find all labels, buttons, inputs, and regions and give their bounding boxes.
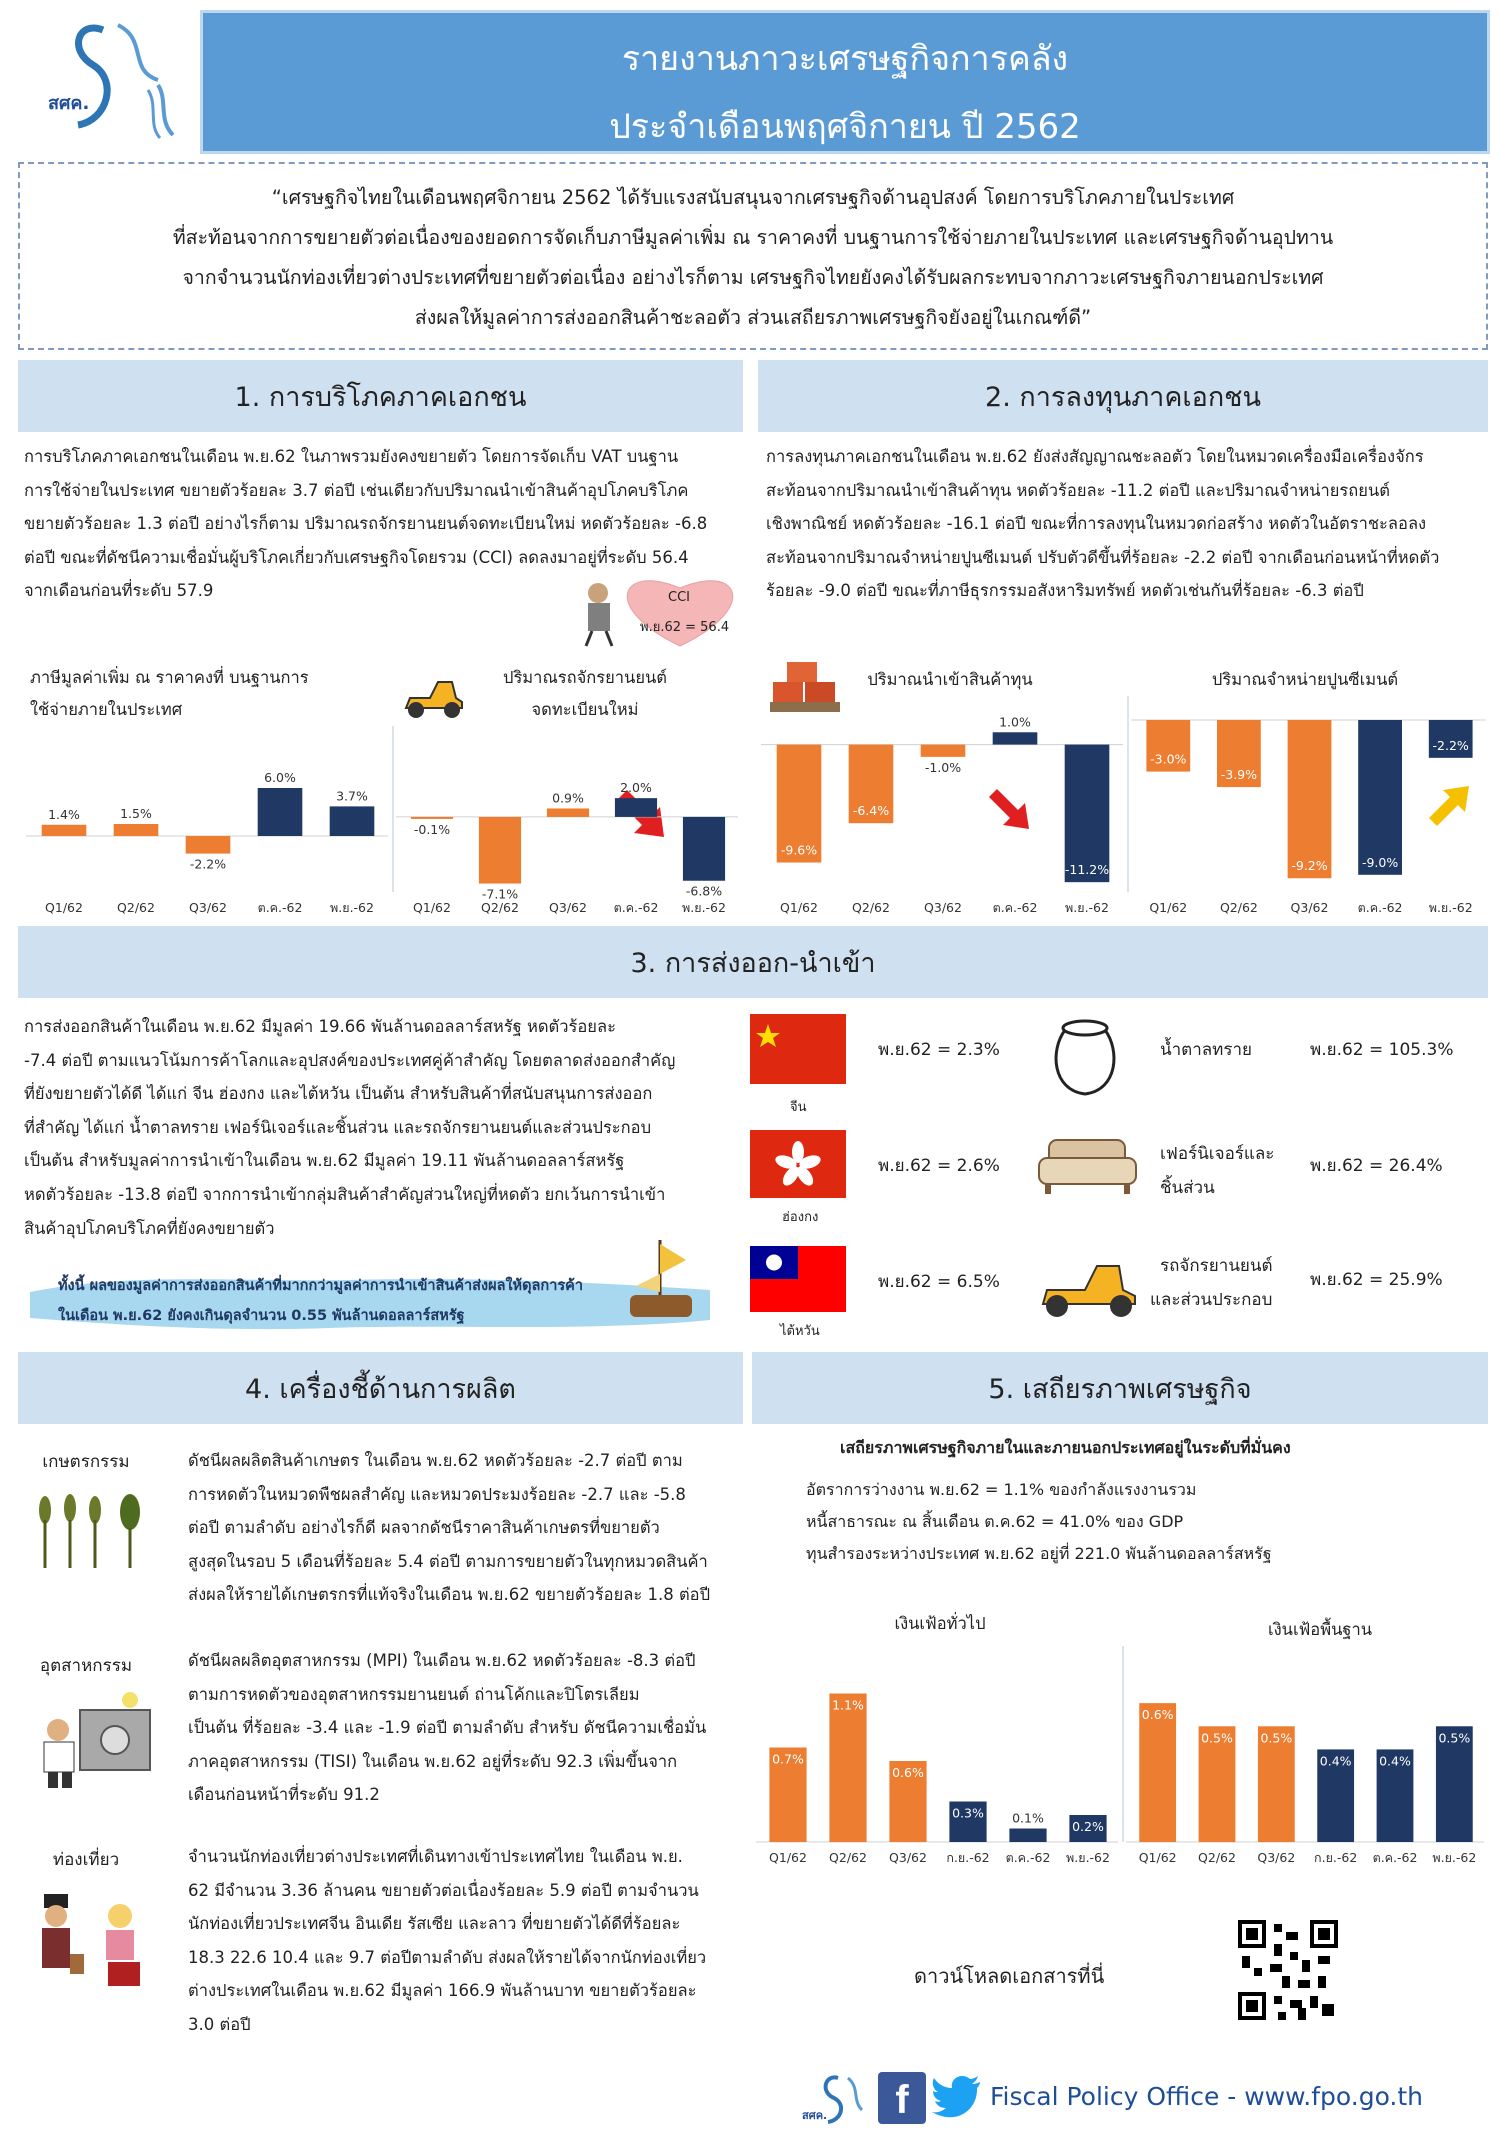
text-line: การบริโภคภาคเอกชนในเดือน พ.ย.62 ในภาพรวมยังคงขยายตัว โดยการจัดเก็บ VAT บนฐาน xyxy=(24,447,679,466)
product-name: ชิ้นส่วน xyxy=(1160,1178,1215,1198)
text-line: หดตัวร้อยละ -13.8 ต่อปี จากการนำเข้ากลุ่มสินค้าสำคัญส่วนใหญ่ที่หดตัว ยกเว้นการนำเข้า xyxy=(24,1184,666,1204)
product-value: พ.ย.62 = 105.3% xyxy=(1310,1040,1454,1060)
data-label: 0.9% xyxy=(552,790,584,806)
agriculture-label: เกษตรกรรม xyxy=(42,1452,130,1472)
data-label: -6.4% xyxy=(852,803,890,819)
footer-site[interactable]: Fiscal Policy Office - www.fpo.go.th xyxy=(990,2082,1424,2111)
data-label: 0.7% xyxy=(772,1751,804,1767)
data-label: -3.0% xyxy=(1150,751,1187,767)
data-label: 0.5% xyxy=(1260,1730,1293,1746)
text-line: ตามการหดตัวของอุตสาหกรรมยานยนต์ ถ่านโค้กและปิโตรเลียม xyxy=(188,1684,640,1704)
reserves-line: ทุนสำรองระหว่างประเทศ พ.ย.62 อยู่ที่ 221.0 พันล้านดอลลาร์สหรัฐ xyxy=(806,1544,1272,1563)
data-label: 1.5% xyxy=(120,806,152,821)
bar xyxy=(42,825,87,836)
text-line: การใช้จ่ายในประเทศ ขยายตัวร้อยละ 3.7 ต่อปี เช่นเดียวกับปริมาณนำเข้าสินค้าอุปโภคบริโภค xyxy=(24,480,689,500)
bar xyxy=(1288,720,1332,878)
summary-quote xyxy=(18,162,1488,350)
twitter-icon[interactable] xyxy=(930,2070,984,2124)
text-line: 3.0 ต่อปี xyxy=(188,2014,251,2034)
section-3-text xyxy=(24,1010,714,1245)
data-label: 0.5% xyxy=(1201,1730,1233,1746)
headline-inflation-chart xyxy=(752,1640,1122,1870)
logo-text: สศค. xyxy=(48,93,90,114)
data-label: -7.1% xyxy=(481,886,519,902)
tick-label: Q1/62 xyxy=(1138,1850,1177,1865)
tick-label: Q2/62 xyxy=(1219,900,1258,915)
tick-label: Q3/62 xyxy=(549,900,587,915)
bar xyxy=(1358,720,1402,875)
chart-2-title xyxy=(470,662,700,726)
text-line: การลงทุนภาคเอกชนในเดือน พ.ย.62 ยังส่งสัญญาณชะลอตัว โดยในหมวดเครื่องมือเครื่องจักร xyxy=(766,447,1424,466)
data-label: -9.2% xyxy=(1291,858,1328,874)
text-line: ส่งผลให้รายได้เกษตรกรที่แท้จริงในเดือน พ.ย.62 ขยายตัวร้อยละ 1.8 ต่อปี xyxy=(188,1585,711,1605)
tick-label: Q3/62 xyxy=(924,900,962,915)
quote-line: จากจำนวนนักท่องเที่ยวต่างประเทศที่ขยายตัวต่อเนื่อง อย่างไรก็ตาม เศรษฐกิจไทยยังคงได้รับผลกระทบจากภาวะเศรษฐกิจภายนอกประเทศ xyxy=(182,266,1324,289)
data-label: 0.4% xyxy=(1319,1753,1352,1769)
page-subtitle: ประจำเดือนพฤศจิกายน ปี 2562 xyxy=(609,107,1081,147)
data-label: -2.2% xyxy=(189,856,227,872)
logo xyxy=(8,10,188,150)
wheat-icon xyxy=(30,1490,160,1570)
chart-title-line: ปริมาณรถจักรยานยนต์ xyxy=(502,668,668,687)
text-line: ดัชนีผลผลิตสินค้าเกษตร ในเดือน พ.ย.62 หดตัวร้อยละ -2.7 ต่อปี ตาม xyxy=(188,1451,683,1470)
capital-import-chart xyxy=(757,690,1127,920)
market-value: พ.ย.62 = 2.6% xyxy=(878,1156,1000,1176)
text-line: เป็นต้น สำหรับมูลค่าการนำเข้าในเดือน พ.ย.62 มีมูลค่า 19.11 พันล้านดอลลาร์สหรัฐ xyxy=(24,1151,625,1171)
text-line: ที่ยังขยายตัวได้ดี ได้แก่ จีน ฮ่องกง และไต้หวัน เป็นต้น สำหรับสินค้าที่สนับสนุนการส่งออก xyxy=(24,1084,653,1104)
tick-label: Q3/62 xyxy=(889,1850,927,1865)
data-label: 3.7% xyxy=(336,788,368,804)
title-banner xyxy=(200,10,1490,154)
text-line: เป็นต้น ที่ร้อยละ -3.4 และ -1.9 ต่อปี ตามลำดับ สำหรับ ดัชนีความเชื่อมั่น xyxy=(188,1718,707,1738)
balance-line: ทั้งนี้ ผลของมูลค่าการส่งออกสินค้าที่มากกว่ามูลค่าการนำเข้าสินค้าส่งผลให้ดุลการค้า xyxy=(58,1278,583,1294)
data-label: -6.8% xyxy=(685,883,723,899)
tick-label: ต.ค.-62 xyxy=(1357,900,1403,915)
sofa-icon xyxy=(1035,1130,1140,1200)
motorcycle-chart xyxy=(392,720,742,920)
data-label: 1.4% xyxy=(48,806,80,822)
data-label: 0.6% xyxy=(892,1765,924,1780)
bar xyxy=(829,1694,866,1843)
text-line: ดัชนีผลผลิตอุตสาหกรรม (MPI) ในเดือน พ.ย.62 หดตัวร้อยละ -8.3 ต่อปี xyxy=(188,1651,696,1670)
bar xyxy=(921,745,966,757)
text-line: จากเดือนก่อนที่ระดับ 57.9 xyxy=(24,581,214,601)
chart-title-line: ใช้จ่ายภายในประเทศ xyxy=(30,700,183,719)
agriculture-text xyxy=(188,1444,728,1612)
text-line: สูงสุดในรอบ 5 เดือนที่ร้อยละ 5.4 ต่อปี ตามการขยายตัวในทุกหมวดสินค้า xyxy=(188,1551,708,1571)
tick-label: Q2/62 xyxy=(481,900,519,915)
bar xyxy=(683,817,725,881)
text-line: นักท่องเที่ยวประเทศจีน อินเดีย รัสเซีย และลาว ที่ขยายตัวได้ดีที่ร้อยละ xyxy=(188,1914,681,1934)
market-name: จีน xyxy=(790,1100,807,1115)
public-debt-line: หนี้สาธารณะ ณ สิ้นเดือน ต.ค.62 = 41.0% ของ GDP xyxy=(806,1512,1184,1531)
vat-chart xyxy=(22,720,392,920)
text-line: ต่อปี ตามลำดับ อย่างไรก็ดี ผลจากดัชนีราคาสินค้าเกษตรที่ขยายตัว xyxy=(188,1518,660,1538)
product-value: พ.ย.62 = 25.9% xyxy=(1310,1270,1443,1290)
section-5-header: 5. เสถียรภาพเศรษฐกิจ xyxy=(752,1352,1488,1424)
bar xyxy=(1139,1703,1176,1842)
cci-label: CCI xyxy=(668,590,690,605)
tick-label: Q1/62 xyxy=(1149,900,1188,915)
text-line: 18.3 22.6 10.4 และ 9.7 ต่อปีตามลำดับ ส่งผลให้รายได้จากนักท่องเที่ยว xyxy=(188,1947,707,1967)
tick-label: พ.ย.-62 xyxy=(330,900,374,915)
bar xyxy=(479,817,521,884)
stability-subtitle: เสถียรภาพเศรษฐกิจภายในและภายนอกประเทศอยู่ในระดับที่มั่นคง xyxy=(840,1438,1291,1457)
product-value: พ.ย.62 = 26.4% xyxy=(1310,1156,1443,1176)
data-label: 2.0% xyxy=(620,780,652,796)
unemployment-line: อัตราการว่างงาน พ.ย.62 = 1.1% ของกำลังแรงงานรวม xyxy=(806,1480,1197,1499)
data-label: 0.6% xyxy=(1141,1707,1174,1723)
quote-line: “เศรษฐกิจไทยในเดือนพฤศจิกายน 2562 ได้รับแรงสนับสนุนจากเศรษฐกิจด้านอุปสงค์ โดยการบริโภคภายในประเทศ xyxy=(271,186,1235,209)
tick-label: Q3/62 xyxy=(1257,1850,1296,1865)
core-inflation-chart xyxy=(1122,1640,1488,1870)
text-line: ภาคอุตสาหกรรม (TISI) ในเดือน พ.ย.62 อยู่ที่ระดับ 92.3 เพิ่มขึ้นจาก xyxy=(188,1751,678,1771)
tourists-icon xyxy=(30,1890,160,1990)
tick-label: Q2/62 xyxy=(852,900,890,915)
bar xyxy=(258,788,303,836)
data-label: 1.0% xyxy=(999,714,1031,730)
text-line: สะท้อนจากปริมาณจำหน่ายปูนซีเมนต์ ปรับตัวดีขึ้นที่ร้อยละ -2.2 ต่อปี จากเดือนก่อนหน้าที่หดตัว xyxy=(766,547,1440,567)
text-line: สะท้อนจากปริมาณนำเข้าสินค้าทุน หดตัวร้อยละ -11.2 ต่อปี และปริมาณจำหน่ายรถยนต์ xyxy=(766,480,1390,500)
quote-line: ส่งผลให้มูลค่าการส่งออกสินค้าชะลอตัว ส่วนเสถียรภาพเศรษฐกิจยังอยู่ในเกณฑ์ดี” xyxy=(414,306,1092,329)
text-line: เดือนก่อนหน้าที่ระดับ 91.2 xyxy=(188,1785,380,1805)
chart-6-title: เงินเฟ้อพื้นฐาน xyxy=(1267,1620,1372,1639)
text-line: -7.4 ต่อปี ตามแนวโน้มการค้าโลกและอุปสงค์ของประเทศคู่ค้าสำคัญ โดยตลาดส่งออกสำคัญ xyxy=(24,1050,676,1070)
tick-label: Q1/62 xyxy=(780,900,818,915)
page-title: รายงานภาวะเศรษฐกิจการคลัง xyxy=(621,39,1069,79)
balance-line: ในเดือน พ.ย.62 ยังคงเกินดุลจำนวน 0.55 พันล้านดอลลาร์สหรัฐ xyxy=(58,1308,465,1324)
data-label: 0.1% xyxy=(1012,1810,1044,1826)
text-line: 62 มีจำนวน 3.36 ล้านคน ขยายตัวต่อเนื่องร้อยละ 5.9 ต่อปี ตามจำนวน xyxy=(188,1880,699,1900)
quote-line: ที่สะท้อนจากการขยายตัวต่อเนื่องของยอดการจัดเก็บภาษีมูลค่าเพิ่ม ณ ราคาคงที่ บนฐานการใช้จ่ายภายในประเทศ และเศรษฐกิจด้านอุปทาน xyxy=(172,226,1334,249)
section-4-header: 4. เครื่องชี้ด้านการผลิต xyxy=(18,1352,743,1424)
bar xyxy=(330,806,375,836)
chart-title-line: ภาษีมูลค่าเพิ่ม ณ ราคาคงที่ บนฐานการ xyxy=(30,668,309,687)
data-label: -0.1% xyxy=(413,821,451,837)
tick-label: ต.ค.-62 xyxy=(613,900,659,915)
text-line: จำนวนนักท่องเที่ยวต่างประเทศที่เดินทางเข้าประเทศไทย ในเดือน พ.ย. xyxy=(188,1847,683,1866)
data-label: 6.0% xyxy=(264,770,296,785)
qr-code[interactable] xyxy=(1238,1920,1338,2020)
industry-text xyxy=(188,1644,728,1812)
text-line: ต่างประเทศในเดือน พ.ย.62 มีมูลค่า 166.9 พันล้านบาท ขยายตัวร้อยละ xyxy=(188,1981,697,2001)
tick-label: พ.ย.-62 xyxy=(1065,900,1109,915)
cci-badge xyxy=(580,568,735,648)
industry-label: อุตสาหกรรม xyxy=(39,1656,133,1676)
bar xyxy=(993,732,1038,744)
tick-label: พ.ย.-62 xyxy=(1428,900,1473,915)
factory-worker-icon xyxy=(30,1690,160,1790)
text-line: สินค้าอุปโภคบริโภคที่ยังคงขยายตัว xyxy=(24,1218,275,1238)
footer-logo-text: สศค. xyxy=(802,2109,828,2122)
data-label: -9.6% xyxy=(780,842,818,858)
chart-title-line: ปริมาณนำเข้าสินค้าทุน xyxy=(867,670,1033,689)
market-name: ไต้หวัน xyxy=(780,1324,820,1339)
ship-icon xyxy=(620,1230,700,1330)
footer-logo xyxy=(800,2070,870,2130)
tick-label: Q1/62 xyxy=(769,1850,807,1865)
sugar-sack-icon xyxy=(1040,1010,1130,1100)
bar xyxy=(547,808,589,816)
tick-label: Q1/62 xyxy=(45,900,83,915)
data-label: -11.2% xyxy=(1064,862,1110,878)
bar xyxy=(114,824,159,836)
tick-label: Q2/62 xyxy=(1198,1850,1236,1865)
market-value: พ.ย.62 = 2.3% xyxy=(878,1040,1000,1060)
cci-value: พ.ย.62 = 56.4 xyxy=(640,620,730,635)
chart-5-title: เงินเฟ้อทั่วไป xyxy=(894,1614,986,1633)
text-line: ร้อยละ -9.0 ต่อปี ขณะที่ภาษีธุรกรรมอสังหาริมทรัพย์ หดตัวเช่นกันที่ร้อยละ -6.3 ต่อปี xyxy=(766,581,1364,601)
product-name: เฟอร์นิเจอร์และ xyxy=(1160,1144,1275,1164)
market-name: ฮ่องกง xyxy=(782,1210,819,1225)
tourism-text xyxy=(188,1840,728,2042)
section-2-text xyxy=(766,440,1482,608)
chart-title-line: จดทะเบียนใหม่ xyxy=(531,700,639,719)
product-name: และส่วนประกอบ xyxy=(1150,1290,1273,1310)
product-name: รถจักรยานยนต์ xyxy=(1160,1256,1273,1276)
tick-label: พ.ย.-62 xyxy=(682,900,726,915)
chart-title-line: ปริมาณจำหน่ายปูนซีเมนต์ xyxy=(1211,670,1399,689)
text-line: การส่งออกสินค้าในเดือน พ.ย.62 มีมูลค่า 19.66 พันล้านดอลลาร์สหรัฐ หดตัวร้อยละ xyxy=(24,1017,616,1036)
text-line: ที่สำคัญ ได้แก่ น้ำตาลทราย เฟอร์นิเจอร์และชิ้นส่วน และรถจักรยานยนต์และส่วนประกอบ xyxy=(24,1117,652,1137)
data-label: 1.1% xyxy=(832,1697,864,1713)
tick-label: ต.ค.-62 xyxy=(992,900,1038,915)
tick-label: ต.ค.-62 xyxy=(257,900,303,915)
data-label: -9.0% xyxy=(1361,854,1399,870)
data-label: 0.5% xyxy=(1438,1730,1471,1746)
trade-balance-banner xyxy=(30,1262,710,1338)
facebook-icon[interactable]: f xyxy=(878,2072,926,2124)
section-3-header: 3. การส่งออก-นำเข้า xyxy=(18,926,1488,998)
chart-1-title xyxy=(30,662,350,726)
bar xyxy=(1009,1829,1046,1843)
tick-label: Q3/62 xyxy=(189,900,227,915)
data-label: -1.0% xyxy=(924,759,962,775)
data-label: -2.2% xyxy=(1432,737,1469,753)
data-label: 0.2% xyxy=(1072,1819,1104,1834)
bar xyxy=(615,798,657,817)
tick-label: ก.ย.-62 xyxy=(946,1850,990,1865)
download-label: ดาวน์โหลดเอกสารที่นี่ xyxy=(914,1964,1105,1988)
section-2-header: 2. การลงทุนภาคเอกชน xyxy=(758,360,1488,432)
tick-label: Q3/62 xyxy=(1290,900,1329,915)
cement-chart xyxy=(1127,690,1490,920)
data-label: 0.3% xyxy=(952,1805,984,1821)
bar xyxy=(411,817,453,819)
tick-label: Q1/62 xyxy=(413,900,451,915)
tourism-label: ท่องเที่ยว xyxy=(52,1850,120,1870)
tick-label: Q2/62 xyxy=(117,900,155,915)
tick-label: ต.ค.-62 xyxy=(1372,1850,1418,1865)
data-label: 0.4% xyxy=(1379,1753,1411,1769)
scooter-icon xyxy=(400,668,468,722)
market-value: พ.ย.62 = 6.5% xyxy=(878,1272,1000,1292)
flag-china-icon xyxy=(750,1014,846,1084)
text-line: เชิงพาณิชย์ หดตัวร้อยละ -16.1 ต่อปี ขณะที่การลงทุนในหมวดก่อสร้าง หดตัวในอัตราชะลอลง xyxy=(766,514,1427,534)
tick-label: Q2/62 xyxy=(829,1850,867,1865)
tick-label: ก.ย.-62 xyxy=(1314,1850,1358,1865)
flag-taiwan-icon xyxy=(750,1246,846,1312)
section-1-header: 1. การบริโภคภาคเอกชน xyxy=(18,360,743,432)
text-line: การหดตัวในหมวดพืชผลสำคัญ และหมวดประมงร้อยละ -2.7 และ -5.8 xyxy=(188,1484,686,1504)
scooter-icon xyxy=(1035,1250,1145,1320)
data-label: -3.9% xyxy=(1220,767,1258,783)
product-name: น้ำตาลทราย xyxy=(1160,1040,1253,1060)
tick-label: พ.ย.-62 xyxy=(1066,1850,1110,1865)
tick-label: พ.ย.-62 xyxy=(1432,1850,1477,1865)
text-line: ต่อปี ขณะที่ดัชนีความเชื่อมั่นผู้บริโภคเกี่ยวกับเศรษฐกิจโดยรวม (CCI) ลดลงมาอยู่ที่ระดับ 56.4 xyxy=(24,547,689,567)
tick-label: ต.ค.-62 xyxy=(1005,1850,1051,1865)
bar xyxy=(186,836,231,854)
flag-hongkong-icon xyxy=(750,1130,846,1198)
text-line: ขยายตัวร้อยละ 1.3 ต่อปี อย่างไรก็ตาม ปริมาณรถจักรยานยนต์จดทะเบียนใหม่ หดตัวร้อยละ -6.8 xyxy=(24,514,708,534)
